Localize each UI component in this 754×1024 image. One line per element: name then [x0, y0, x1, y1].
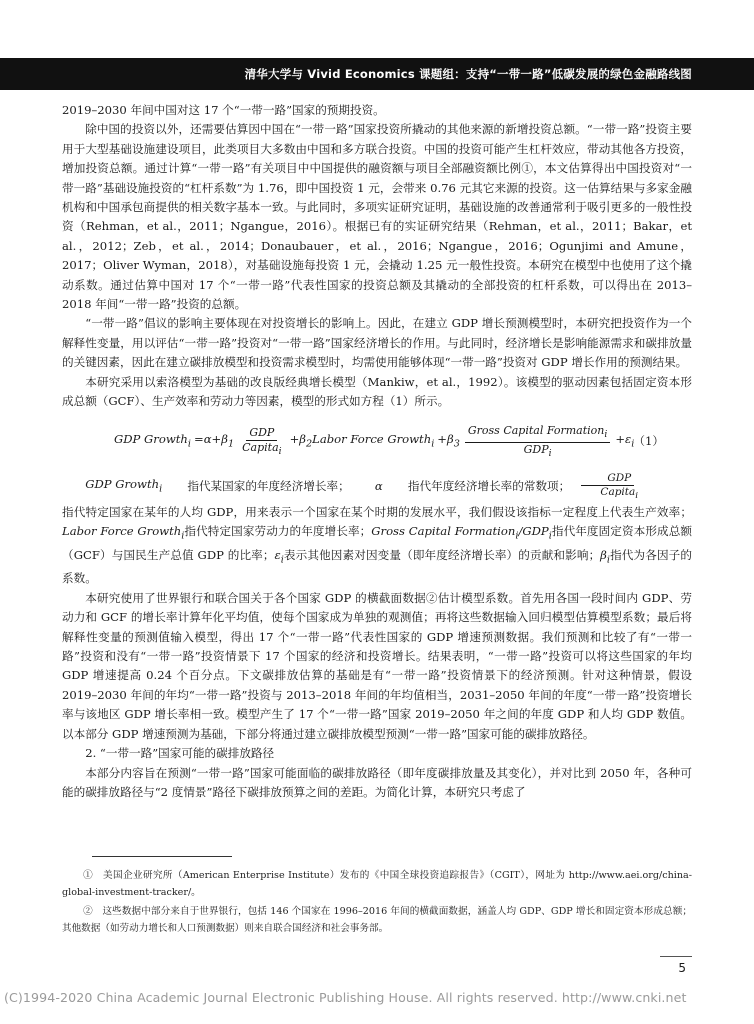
equation-body: GDP Growth$_i$ $=\alpha+\beta_1$ $\frac{\text{GDP}}{Capita_i}$ $+\beta_2Labor$ Force Growth$_i$ $+\beta_3$ $\frac{Gross Capital Formation_i}{GDP_i}$ $+\varepsilon_i$ — [114, 423, 635, 459]
footnote-1: ① 美国企业研究所（American Enterprise Institute）发布的《中国全球投资追踪报告》（CGIT），网址为 http://www.aei.org/china-global-investment-tracker/。 — [62, 870, 692, 898]
footnotes — [62, 867, 692, 939]
paragraph-2: 除中国的投资以外，还需要估算因中国在“一带一路”国家投资所撬动的其他来源的新增投资总额。“一带一路”投资主要用于大型基础设施建设项目，此类项目大多数由中国和多方联合投资。中国的投资可能产生杠杆效应，带动其他各方投资，增加投资总额。通过计算“一带一路”有关项目中中国提供的融资额与项目全部融资额比例①，本文估算得出中国投资对“一带一路”基础设施投资的“杠杆系数”为 1.76，即中国投资 1 元，会带来 0.76 元其它来源的投资。这一估算结果与多家金融机构和中国承包商提供的相关数字基本一致。与此同时，多项实证研究证明，基础设施的改善通常利于吸引更多的一般性投资（Rehman，et al.，2011；Ngangue，2016）。根据已有的实证研究结果（Rehman，et al.，2011；Bakar，et al.，2012；Zeb，et al.，2014；Donaubauer，et al.，2016；Ngangue，2016；Ogunjimi and Amune，2017；Oliver Wyman，2018），对基础设施每投资 1 元，会撬动 1.25 元一般性投资。本研究在模型中也使用了这个撬动系数。通过估算中国对 17 个“一带一路”代表性国家的投资总额及其撬动的全部投资的杠杆系数，可以得出在 2013–2018 年间“一带一路”投资的总额。 — [62, 122, 692, 312]
section-heading: 2. “一带一路”国家可能的碳排放路径 — [85, 746, 275, 761]
paragraph-7: 本部分内容旨在预测“一带一路”国家可能面临的碳排放路径（即年度碳排放量及其变化），并对比到 2050 年，各种可能的碳排放路径与“2 度情景”路径下碳排放预算之间的差距。为简化计算，本研究只考虑了 — [62, 765, 692, 799]
eq-lhs: GDP Growth — [114, 432, 188, 447]
paragraph-6: 本研究使用了世界银行和联合国关于各个国家 GDP 的横截面数据②估计模型系数。首先用各国一段时间内 GDP、劳动力和 GCF 的增长率计算年化平均值，使每个国家成为单独的观测值；再将这些数据输入回归模型估算模型系数；最后将解释性变量的预测值输入模型，得出 17 个“一带一路”代表性国家的 GDP 增速预测数据。我们预测和比较了有“一带一路”投资和没有“一带一路”投资情景下 17 个国家的经济和投资增长。结果表明，“一带一路”投资可以将这些国家的年均 GDP 增速提高 0.24 个百分点。下文碳排放估算的基础是有“一带一路”投资情景下的经济预测。针对这种情景，假设 2019–2030 年间的年均“一带一路”投资与 2013–2018 年间的年均值相当，2031–2050 年间的年度“一带一路”投资增长率与该地区 GDP 增长率相一致。模型产生了 17 个“一带一路”国家 2019–2050 年之间的年度 GDP 和人均 GDP 数值。以本部分 GDP 增速预测为基础，下部分将通过建立碳排放模型预测“一带一路”国家可能的碳排放路径。 — [62, 590, 692, 741]
eq-labor-force: Labor Force Growth — [312, 432, 432, 447]
article-body — [62, 101, 692, 802]
equation-number: （1） — [633, 433, 664, 448]
eq-fraction-gcf-gdp: $\frac{Gross Capital Formation_i}{GDP_i}$ — [465, 424, 610, 461]
footnote-2: ② 这些数据中部分来自于世界银行，包括 146 个国家在 1996–2016 年间的横截面数据，涵盖人均 GDP、GDP 增长和固定资本形成总额；其他数据（如劳动力增长和人口预测数据）则来自联合国经济和社会事务部。 — [62, 906, 692, 934]
eq-alpha-beta1: =α+β — [193, 432, 228, 447]
equation-1 — [62, 414, 692, 468]
variable-definitions-line: GDP Growth$_i$ 指代某国家的年度经济增长率； α 指代年度经济增长率的常数项； $\frac{\text{GDP}}{Capita_i}$ — [62, 472, 692, 503]
def-fraction-gdp-per-capita: $\frac{\text{GDP}}{Capita_i}$ — [574, 472, 641, 503]
eq-fraction-gdp-per-capita: $\frac{\text{GDP}}{Capita_i}$ — [242, 425, 282, 457]
eq-epsilon: +ε — [615, 432, 632, 447]
page-number: 5 — [678, 961, 686, 975]
variable-definitions: 指代特定国家在某年的人均 GDP，用来表示一个国家在某个时期的发展水平，我们假设该指标一定程度上代表生产效率；Labor Force Growth$_i$指代特定国家劳动力的年度增长率；Gross Capital $Formation_i/GDP_i$指代年度固定资本形成总额（GCF）与国民生产总值 GDP 的比率；$\varepsilon_i$表示其他因素对因变量（即年度经济增长率）的贡献和影响；$\beta_i$指代为各因子的系数。 — [62, 504, 692, 586]
paragraph-3: “一带一路”倡议的影响主要体现在对投资增长的影响上。因此，在建立 GDP 增长预测模型时，本研究把投资作为一个解释性变量，用以评估“一带一路”投资对“一带一路”国家经济增长的作用。与此同时，经济增长是影响能源需求和碳排放量的关键因素，因此在建立碳排放模型和投资需求模型时，均需使用能够体现“一带一路”投资对 GDP 增长作用的预测结果。 — [62, 316, 692, 370]
running-header-title: 清华大学与 Vivid Economics 课题组：支持“一带一路”低碳发展的绿色金融路线图 — [244, 67, 692, 81]
running-header-bar — [0, 58, 754, 90]
footnote-divider — [92, 856, 232, 857]
paragraph-4: 本研究采用以索洛模型为基础的改良版经典增长模型（Mankiw，et al.，1992）。该模型的驱动因素包括固定资本形成总额（GCF）、生产效率和劳动力等因素，模型的形式如方程（1）所示。 — [62, 374, 692, 409]
copyright-footer: (C)1994-2020 China Academic Journal Electronic Publishing House. All rights reserved. http://www.cnki.net — [4, 990, 687, 1005]
paragraph-1: 2019–2030 年间中国对这 17 个“一带一路”国家的预期投资。 — [62, 103, 385, 117]
page-number-box — [660, 956, 692, 981]
